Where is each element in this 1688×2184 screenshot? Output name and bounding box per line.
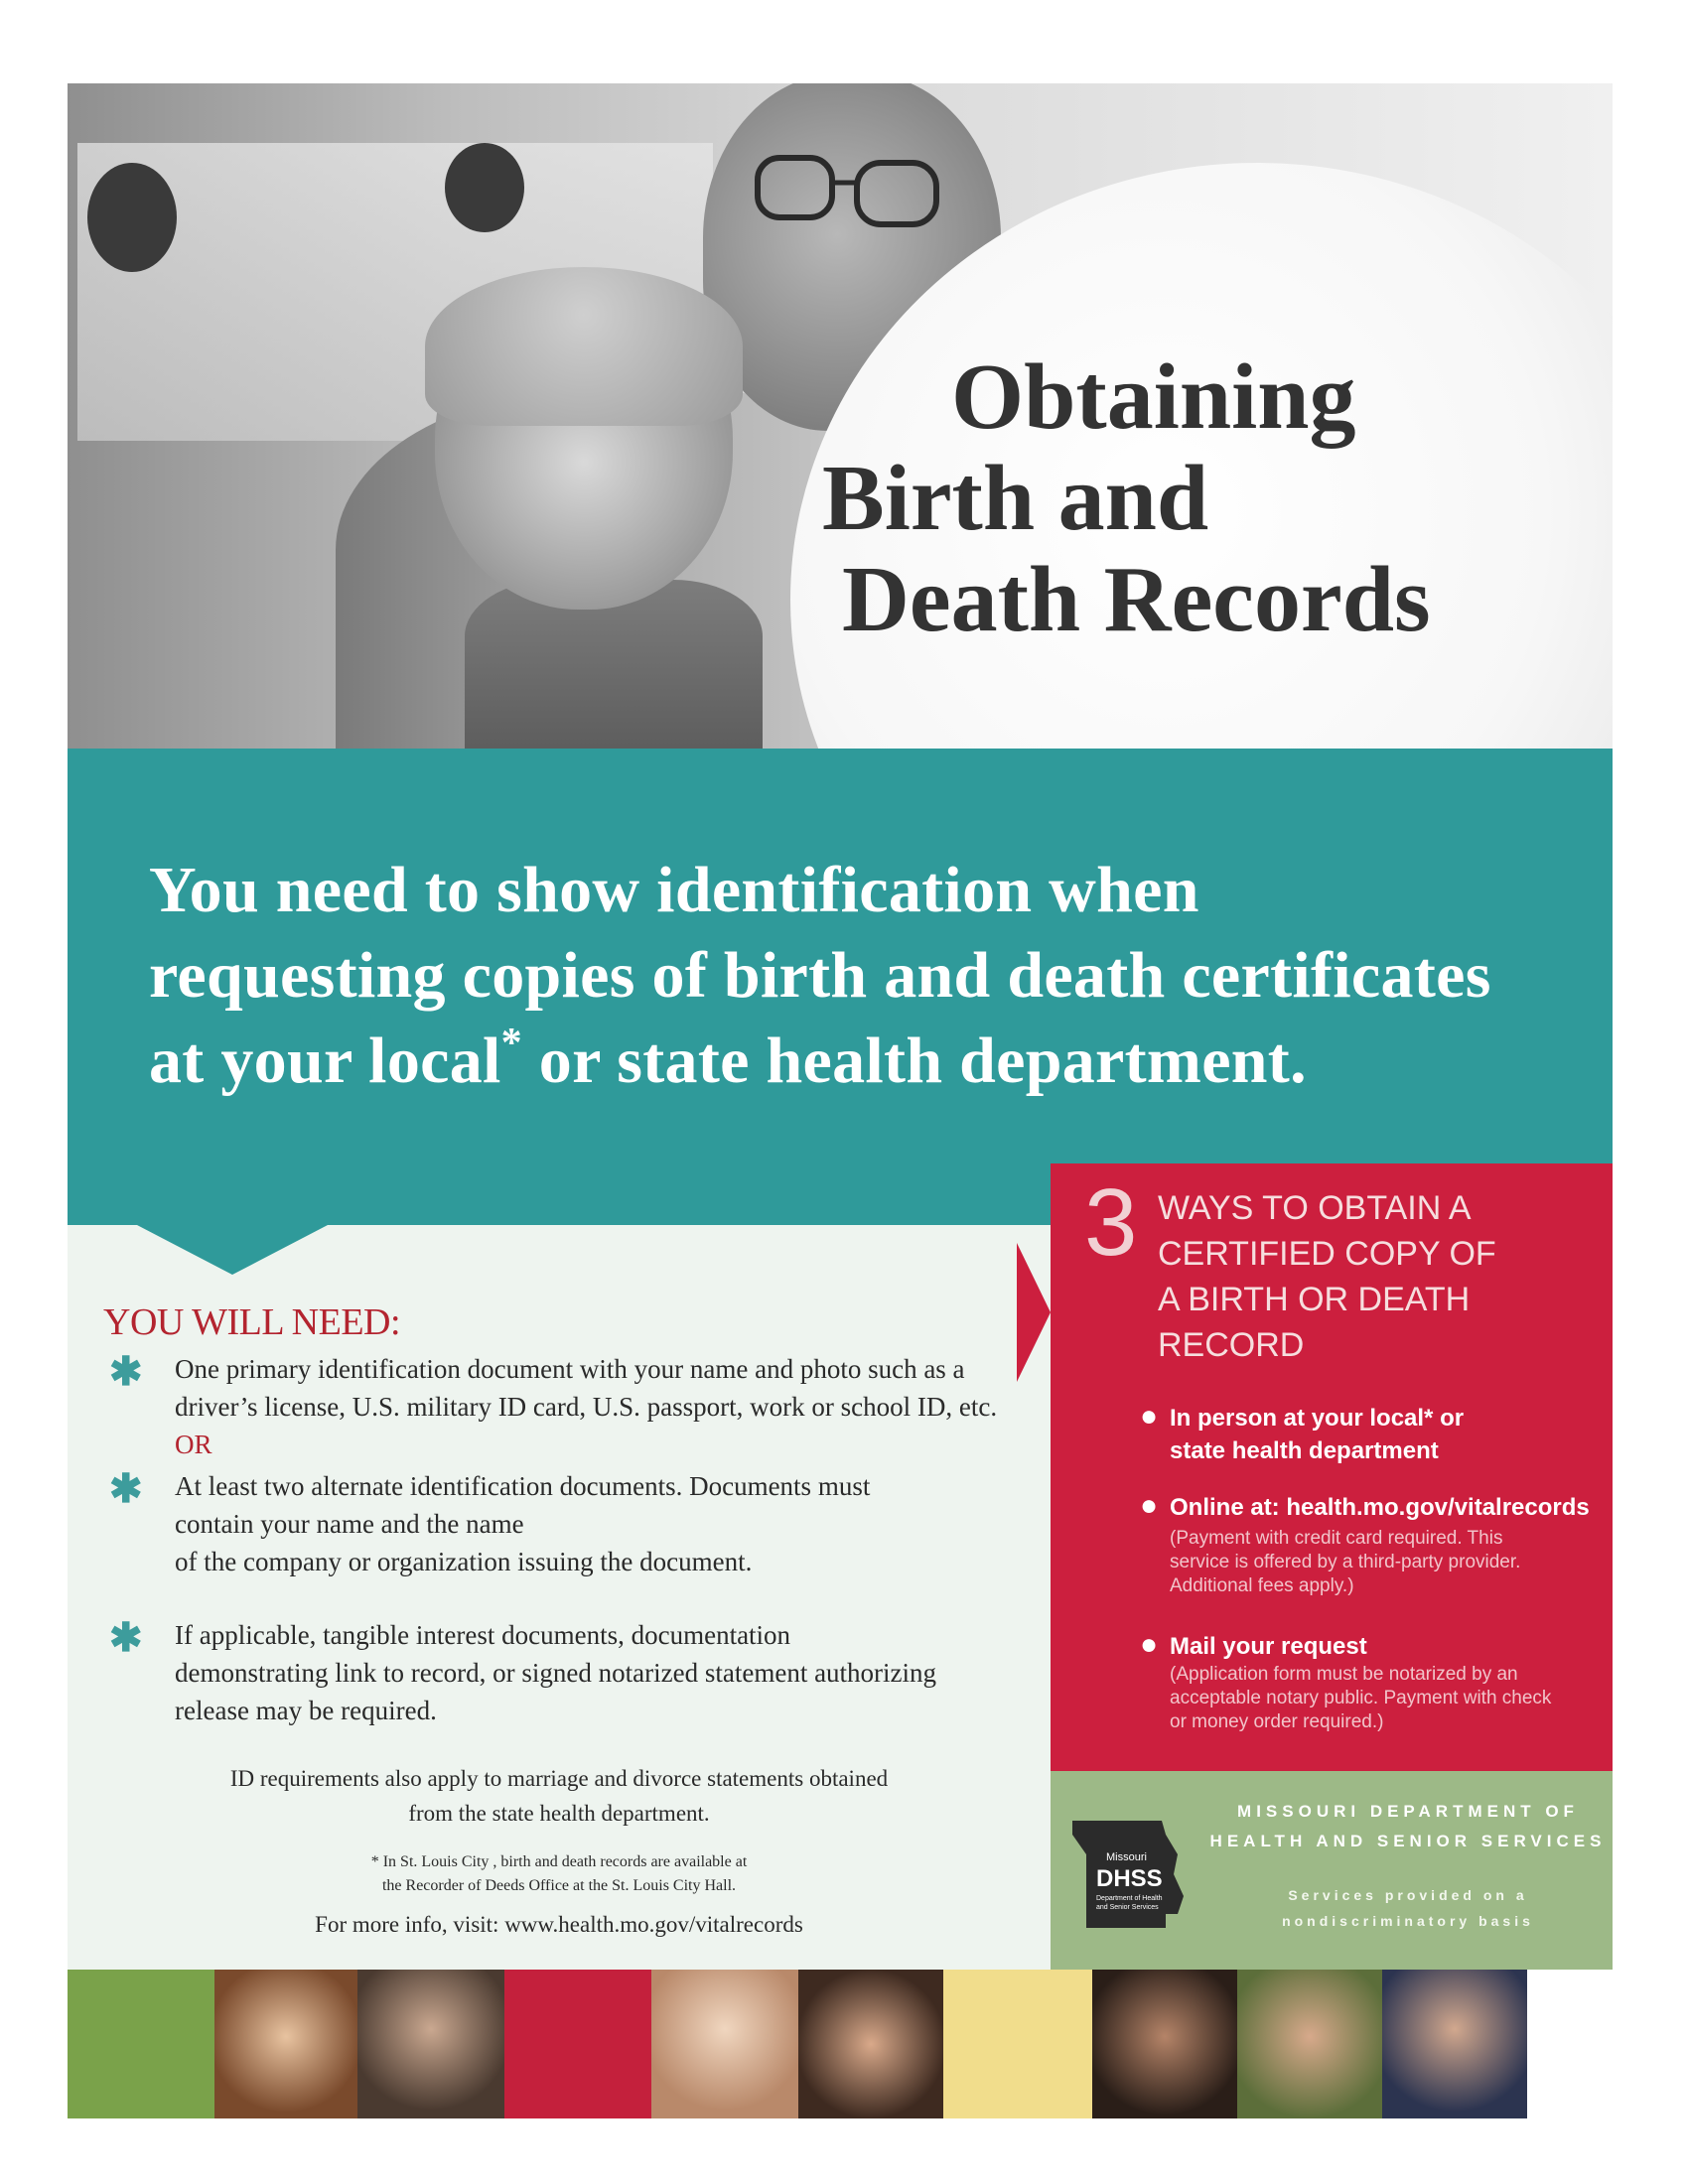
ways-number: 3 [1084,1169,1138,1276]
item-line: of the company or organization issuing the document. [175,1547,753,1576]
plant-shape [445,143,524,232]
ways-heading-line: RECORD [1158,1326,1305,1364]
way-title-line: Online at: health.mo.gov/vitalrecords [1170,1494,1590,1521]
page-title [822,346,1607,650]
item-line: If applicable, tangible interest documents, documentation [175,1620,791,1650]
child-hair [425,267,743,426]
id-requirements-note [68,1761,1051,1831]
photo-woman [357,1970,504,2118]
color-block [68,1970,214,2118]
title-line: Birth and [822,447,1209,550]
item-line: At least two alternate identification documents. Documents must [175,1471,871,1501]
glasses-shape [753,143,941,232]
item-line: contain your name and the name [175,1509,524,1539]
photo-girl [798,1970,943,2118]
ways-heading [1158,1185,1595,1368]
title-line: Death Records [842,548,1431,651]
ways-heading-line: A BIRTH OR DEATH [1158,1281,1471,1318]
item-line: release may be required. [175,1696,437,1725]
way-title-line: In person at your local* or [1170,1405,1465,1432]
logo-sub-text: and Senior Services [1096,1904,1159,1911]
footnote-line: * In St. Louis City , birth and death records are available at [370,1853,748,1870]
st-louis-footnote [68,1850,1051,1898]
asterisk-bullet-icon: ✱ [109,1466,143,1511]
photo-girl [651,1970,798,2118]
ways-heading-line: CERTIFIED COPY OF [1158,1235,1496,1273]
dept-line: MISSOURI DEPARTMENT OF [1237,1802,1579,1821]
nondiscrimination-note [1209,1882,1607,1934]
way-detail-line: acceptable notary public. Payment with check [1170,1688,1552,1708]
more-info-link[interactable]: For more info, visit: www.health.mo.gov/vitalrecords [315,1912,803,1937]
note-line: from the state health department. [408,1801,710,1826]
way-detail-line: (Payment with credit card required. This [1170,1528,1503,1549]
headline [149,848,1599,1104]
way-detail-line: service is offered by a third-party provider. [1170,1552,1521,1572]
headline-line [149,1019,1599,1104]
headline-segment: at your local [149,1024,501,1097]
svc-line: Services provided on a [1288,1887,1528,1903]
color-block [1527,1970,1613,2118]
note-line: ID requirements also apply to marriage and divorce statements obtained [229,1766,889,1791]
photo-strip [68,1970,1613,2118]
headline-line: requesting copies of birth and death certificates [149,939,1491,1012]
color-block [504,1970,651,2118]
plant-shape [87,163,177,272]
way-detail-line: Additional fees apply.) [1170,1575,1354,1596]
dhss-panel [1051,1771,1613,1970]
item-line: One primary identification document with your name and photo such as a [175,1354,965,1384]
or-label: OR [175,1430,212,1459]
you-will-need-heading: YOU WILL NEED: [103,1301,401,1343]
photo-woman [1092,1970,1237,2118]
bullet-icon: ● [1140,1628,1159,1661]
department-name [1209,1797,1607,1856]
flyer [68,83,1613,2118]
headline-segment: or state health department. [538,1024,1307,1097]
bullet-icon: ● [1140,1489,1159,1522]
photo-boy [214,1970,357,2118]
svc-line: nondiscriminatory basis [1282,1913,1534,1929]
color-block [943,1970,1092,2118]
bullet-icon: ● [1140,1400,1159,1433]
ways-heading-line: WAYS TO OBTAIN A [1158,1189,1472,1227]
way-detail-line: (Application form must be notarized by an [1170,1664,1518,1685]
photo-man [1382,1970,1527,2118]
asterisk-bullet-icon: ✱ [109,1349,143,1394]
panel-chevron [1017,1243,1051,1382]
logo-missouri-text: Missouri [1106,1851,1147,1863]
dept-line: HEALTH AND SENIOR SERVICES [1209,1832,1607,1850]
item-line: demonstrating link to record, or signed notarized statement authorizing [175,1658,937,1688]
logo-sub-text: Department of Health [1096,1895,1163,1902]
photo-child [1237,1970,1382,2118]
headline-line: You need to show identification when [149,854,1199,926]
item-line: driver’s license, U.S. military ID card, U.S. passport, work or school ID, etc. [175,1392,998,1422]
title-line: Obtaining [951,345,1356,449]
ways-panel [1051,1163,1613,1771]
way-title-line: Mail your request [1170,1633,1367,1660]
way-title-line: state health department [1170,1437,1439,1464]
way-detail-line: or money order required.) [1170,1711,1384,1732]
hero-photo [68,83,1613,749]
logo-dhss-text: DHSS [1096,1865,1163,1892]
panel-notch [137,1225,328,1275]
missouri-state-logo-icon [1066,1815,1188,1934]
asterisk-bullet-icon: ✱ [109,1615,143,1660]
asterisk: * [500,1021,522,1066]
footnote-line: the Recorder of Deeds Office at the St. Louis City Hall. [381,1877,737,1894]
